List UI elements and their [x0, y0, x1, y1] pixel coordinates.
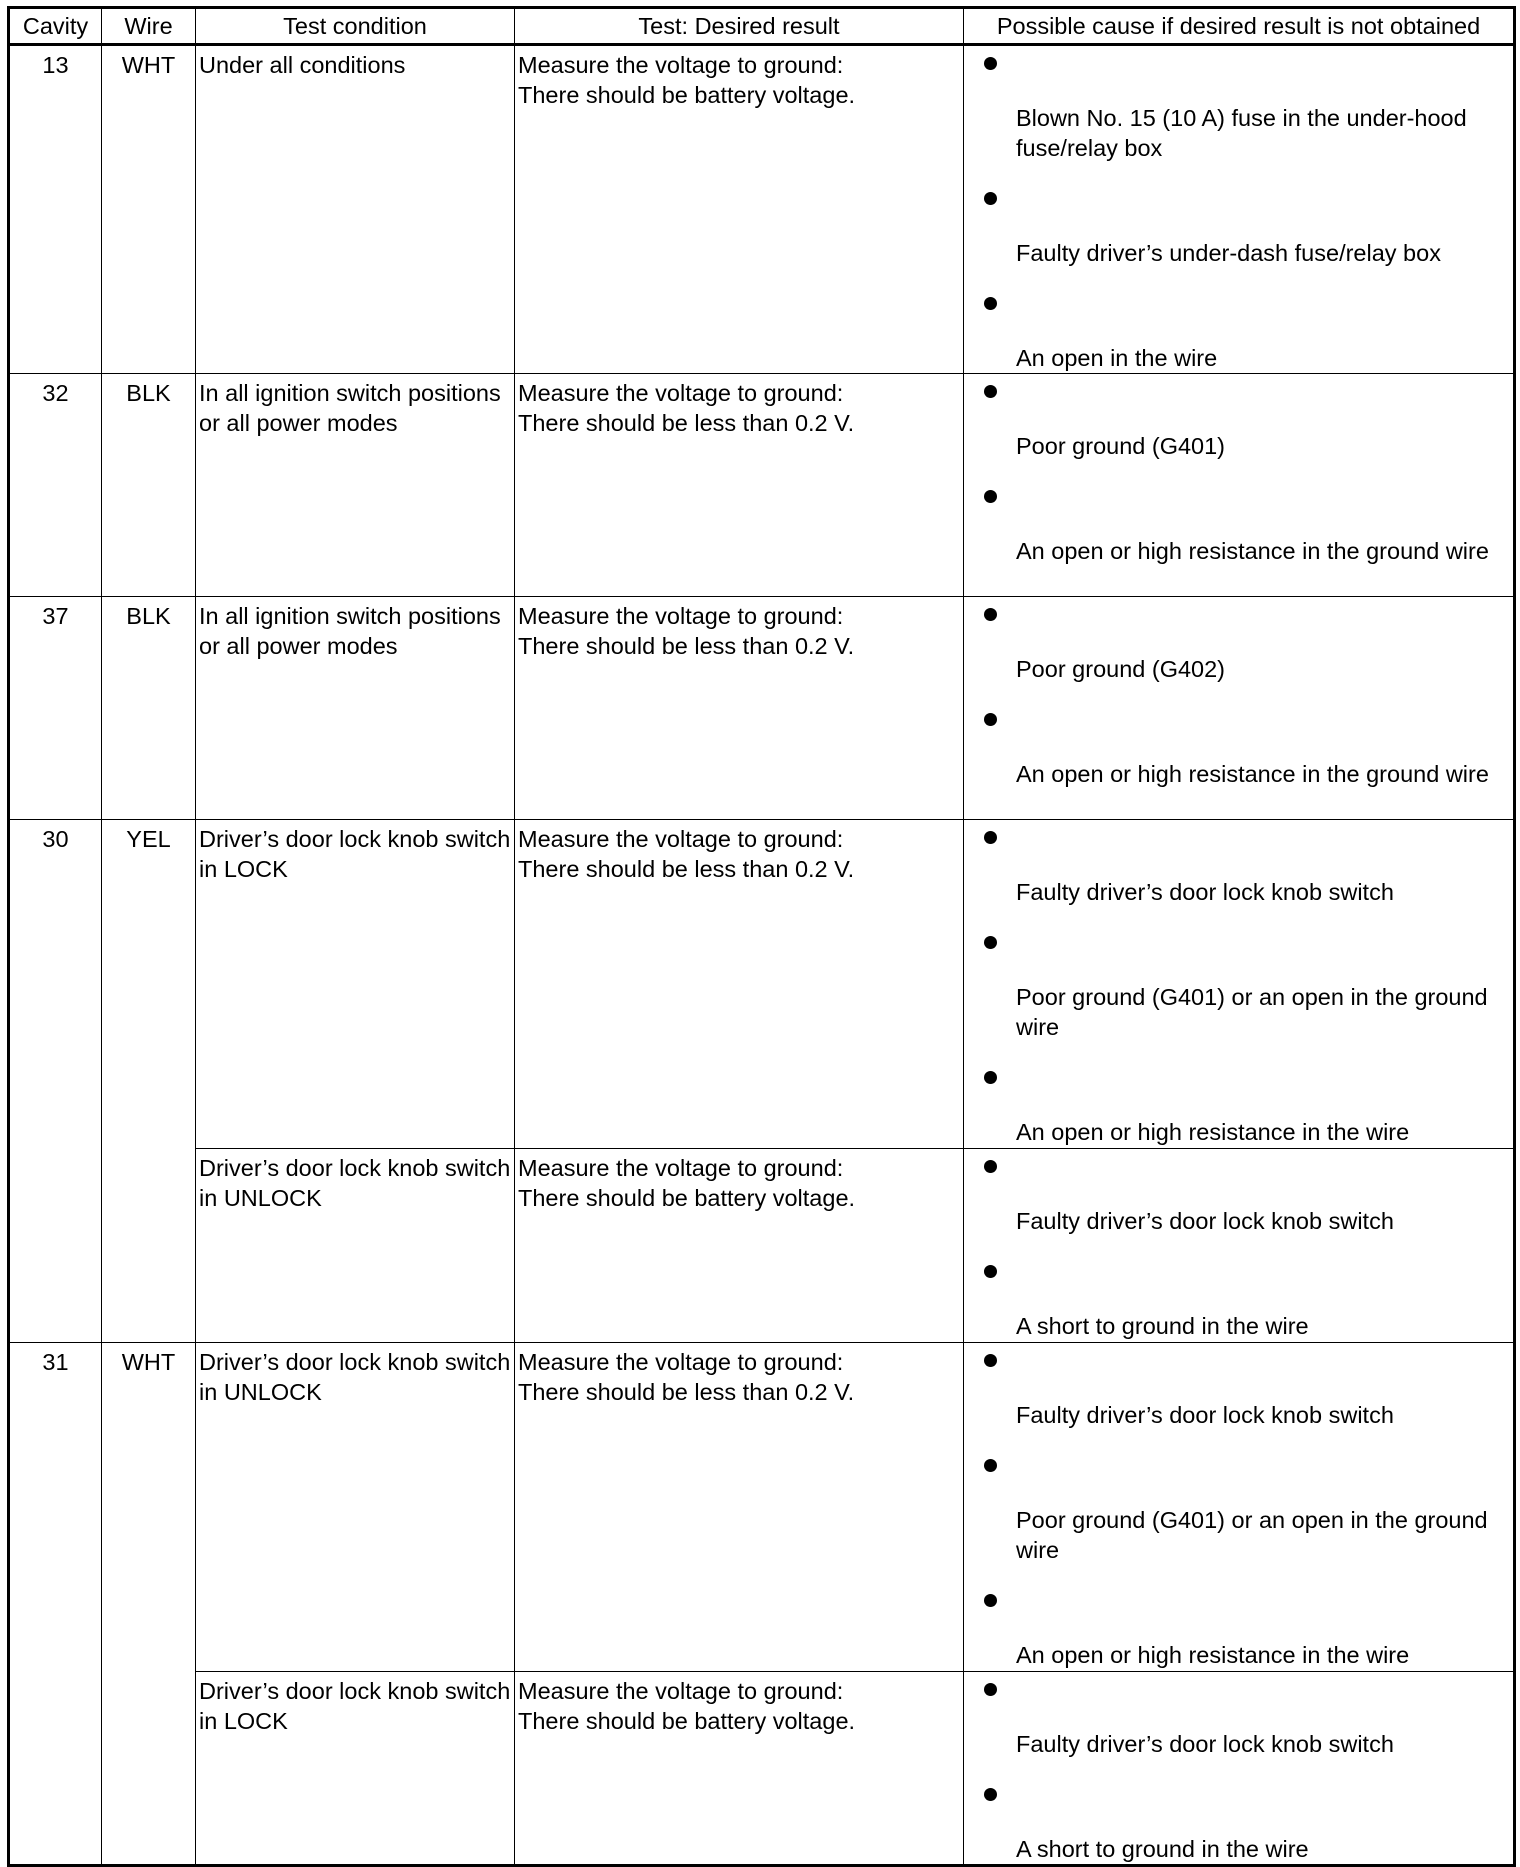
- table-row: [9, 820, 1515, 1149]
- test-condition-cell: Under all conditions: [196, 45, 515, 374]
- bullet-icon: [984, 608, 997, 621]
- cause-list: [964, 820, 1513, 1147]
- test-condition-cell: In all ignition switch positions or all power modes: [196, 597, 515, 820]
- cause-item: [964, 183, 1513, 288]
- cause-text: Poor ground (G402): [1016, 656, 1226, 682]
- cause-text: Poor ground (G401) or an open in the ground wire: [1016, 1507, 1488, 1563]
- cause-text: Faulty driver’s under-dash fuse/relay box: [1016, 240, 1441, 266]
- bullet-icon: [984, 1265, 997, 1278]
- cause-item: [964, 1585, 1513, 1670]
- possible-cause-cell: [964, 45, 1515, 374]
- test-condition-cell: In all ignition switch positions or all power modes: [196, 374, 515, 597]
- cause-text: An open or high resistance in the ground wire: [1016, 538, 1489, 564]
- bullet-icon: [984, 713, 997, 726]
- desired-result-cell: Measure the voltage to ground: There should be less than 0.2 V.: [515, 374, 964, 597]
- possible-cause-cell: [964, 1672, 1515, 1866]
- possible-cause-cell: [964, 1343, 1515, 1672]
- bullet-icon: [984, 1160, 997, 1173]
- cause-item: [964, 1062, 1513, 1147]
- cause-item: [964, 1450, 1513, 1585]
- header-possible-cause: Possible cause if desired result is not obtained: [964, 8, 1515, 45]
- cause-list: [964, 597, 1513, 789]
- cause-item: [964, 288, 1513, 373]
- possible-cause-cell: [964, 820, 1515, 1149]
- bullet-icon: [984, 1594, 997, 1607]
- cause-list: [964, 1672, 1513, 1864]
- bullet-icon: [984, 831, 997, 844]
- test-condition-cell: Driver’s door lock knob switch in LOCK: [196, 820, 515, 1149]
- possible-cause-cell: [964, 374, 1515, 597]
- wire-color-cell: BLK: [102, 374, 196, 597]
- cause-item: [964, 1674, 1513, 1779]
- cause-list: [964, 1343, 1513, 1670]
- cavity-cell: 30: [9, 820, 102, 1343]
- desired-result-cell: Measure the voltage to ground: There should be less than 0.2 V.: [515, 1343, 964, 1672]
- wire-color-cell: WHT: [102, 1343, 196, 1866]
- cause-list: [964, 46, 1513, 373]
- bullet-icon: [984, 490, 997, 503]
- cause-item: [964, 1151, 1513, 1256]
- cause-text: An open or high resistance in the wire: [1016, 1119, 1410, 1145]
- cause-text: An open or high resistance in the wire: [1016, 1642, 1410, 1668]
- cause-item: [964, 1779, 1513, 1864]
- table-row: [9, 45, 1515, 374]
- desired-result-cell: Measure the voltage to ground: There should be battery voltage.: [515, 45, 964, 374]
- cavity-cell: 32: [9, 374, 102, 597]
- cause-text: Faulty driver’s door lock knob switch: [1016, 1731, 1394, 1757]
- cause-item: [964, 822, 1513, 927]
- cause-text: Poor ground (G401): [1016, 433, 1226, 459]
- bullet-icon: [984, 57, 997, 70]
- cause-text: An open or high resistance in the ground wire: [1016, 761, 1489, 787]
- cause-item: [964, 1345, 1513, 1450]
- table-body: [9, 45, 1515, 1866]
- cause-text: Faulty driver’s door lock knob switch: [1016, 879, 1394, 905]
- header-test-condition: Test condition: [196, 8, 515, 45]
- bullet-icon: [984, 1683, 997, 1696]
- bullet-icon: [984, 1459, 997, 1472]
- wiring-test-table: [7, 6, 1516, 1867]
- cause-text: A short to ground in the wire: [1016, 1836, 1309, 1862]
- bullet-icon: [984, 297, 997, 310]
- bullet-icon: [984, 1354, 997, 1367]
- cause-list: [964, 374, 1513, 566]
- test-condition-cell: Driver’s door lock knob switch in UNLOCK: [196, 1149, 515, 1343]
- possible-cause-cell: [964, 1149, 1515, 1343]
- wire-color-cell: YEL: [102, 820, 196, 1343]
- cavity-cell: 37: [9, 597, 102, 820]
- table-row: [9, 1672, 1515, 1866]
- table-row: [9, 597, 1515, 820]
- test-condition-cell: Driver’s door lock knob switch in UNLOCK: [196, 1343, 515, 1672]
- desired-result-cell: Measure the voltage to ground: There should be battery voltage.: [515, 1672, 964, 1866]
- wire-color-cell: BLK: [102, 597, 196, 820]
- desired-result-cell: Measure the voltage to ground: There should be less than 0.2 V.: [515, 597, 964, 820]
- cause-item: [964, 1256, 1513, 1341]
- test-condition-cell: Driver’s door lock knob switch in LOCK: [196, 1672, 515, 1866]
- header-wire: Wire: [102, 8, 196, 45]
- table-row: [9, 1343, 1515, 1672]
- header-row: [9, 8, 1515, 45]
- bullet-icon: [984, 192, 997, 205]
- cause-list: [964, 1149, 1513, 1341]
- cavity-cell: 13: [9, 45, 102, 374]
- wire-color-cell: WHT: [102, 45, 196, 374]
- table-row: [9, 374, 1515, 597]
- desired-result-cell: Measure the voltage to ground: There should be less than 0.2 V.: [515, 820, 964, 1149]
- cause-item: [964, 376, 1513, 481]
- desired-result-cell: Measure the voltage to ground: There should be battery voltage.: [515, 1149, 964, 1343]
- header-cavity: Cavity: [9, 8, 102, 45]
- cause-item: [964, 927, 1513, 1062]
- cause-text: Faulty driver’s door lock knob switch: [1016, 1402, 1394, 1428]
- table-row: [9, 1149, 1515, 1343]
- cause-item: [964, 704, 1513, 789]
- bullet-icon: [984, 385, 997, 398]
- cause-item: [964, 481, 1513, 566]
- cavity-cell: 31: [9, 1343, 102, 1866]
- cause-item: [964, 48, 1513, 183]
- bullet-icon: [984, 936, 997, 949]
- cause-text: Faulty driver’s door lock knob switch: [1016, 1208, 1394, 1234]
- possible-cause-cell: [964, 597, 1515, 820]
- bullet-icon: [984, 1788, 997, 1801]
- cause-text: Blown No. 15 (10 A) fuse in the under-hood fuse/relay box: [1016, 105, 1467, 161]
- bullet-icon: [984, 1071, 997, 1084]
- header-desired-result: Test: Desired result: [515, 8, 964, 45]
- cause-text: A short to ground in the wire: [1016, 1313, 1309, 1339]
- cause-text: An open in the wire: [1016, 345, 1218, 371]
- cause-item: [964, 599, 1513, 704]
- cause-text: Poor ground (G401) or an open in the ground wire: [1016, 984, 1488, 1040]
